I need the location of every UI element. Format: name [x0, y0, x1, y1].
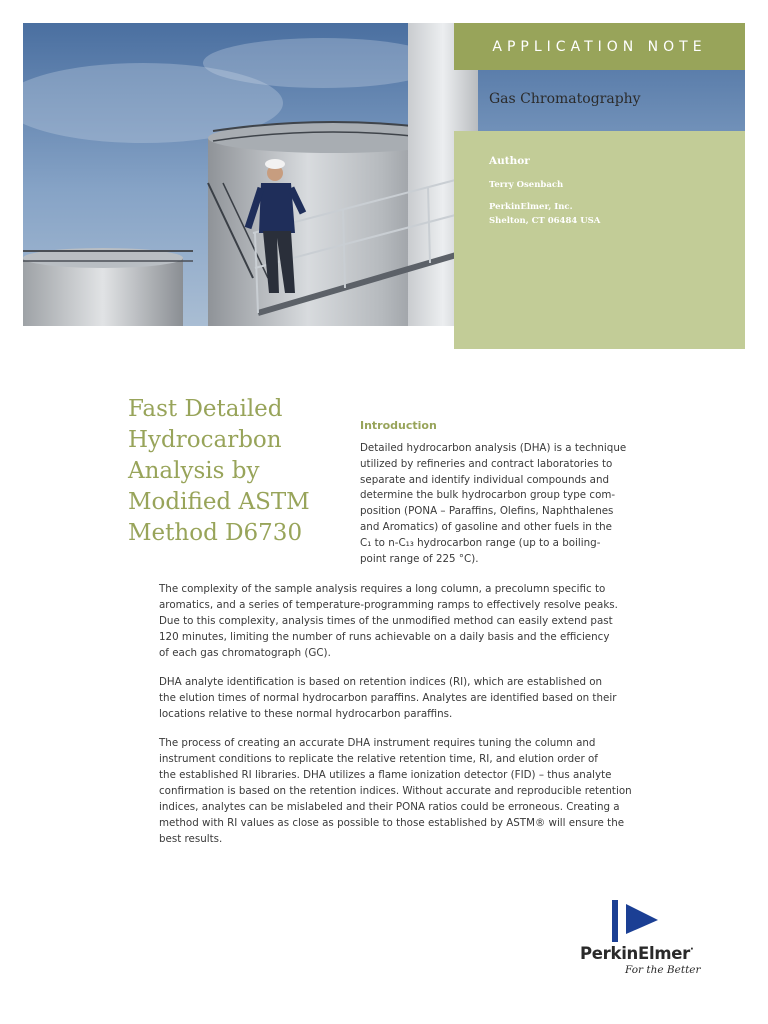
- category-label: Gas Chromatography: [489, 91, 641, 107]
- paragraph-line: The process of creating an accurate DHA instrument requires tuning the column and: [159, 737, 596, 749]
- author-name: Terry Osenbach: [489, 180, 564, 190]
- author-address: Shelton, CT 06484 USA: [489, 216, 601, 226]
- paragraph-line: locations relative to these normal hydrocarbon paraffins.: [159, 708, 453, 720]
- paragraph-line: Due to this complexity, analysis times of the unmodified method can easily extend past: [159, 615, 613, 627]
- intro-line: and Aromatics) of gasoline and other fuels in the: [360, 520, 613, 533]
- paragraph-line: instrument conditions to replicate the relative retention time, RI, and elution order of: [159, 753, 598, 765]
- author-box: [454, 131, 745, 349]
- paragraph-line: method with RI values as close as possible to those established by ASTM® will ensure the: [159, 817, 625, 829]
- logo-tagline: For the Better: [625, 964, 701, 976]
- intro-line: Detailed hydrocarbon analysis (DHA) is a technique: [360, 442, 627, 454]
- paragraph-line: the established RI libraries. DHA utilizes a flame ionization detector (FID) – thus analyte: [159, 769, 612, 781]
- paragraph-line: of each gas chromatograph (GC).: [159, 647, 331, 659]
- perkinelmer-logo: [578, 900, 728, 982]
- logo-wordmark: PerkinElmer·: [580, 944, 694, 963]
- paragraph-line: aromatics, and a series of temperature-programming ramps to effectively resolve peaks.: [159, 599, 618, 611]
- introduction-heading: Introduction: [360, 419, 437, 432]
- paragraph-line: confirmation is based on the retention indices. Without accurate and reproducible retention: [159, 785, 632, 797]
- paragraph-line: DHA analyte identification is based on retention indices (RI), which are established on: [159, 676, 603, 688]
- paragraph-line: the elution times of normal hydrocarbon paraffins. Analytes are identified based on their: [159, 692, 617, 704]
- logo-registered-mark: ·: [689, 944, 694, 955]
- paragraph-complexity: [159, 581, 618, 661]
- intro-line: C₁ to n-C₁₃ hydrocarbon range (up to a boiling-: [360, 536, 601, 549]
- title-line: Modified ASTM: [128, 489, 310, 515]
- title-line: Method D6730: [128, 520, 303, 546]
- paragraph-identification: [159, 674, 616, 722]
- author-org: PerkinElmer, Inc.: [489, 202, 573, 212]
- title-line: Fast Detailed: [128, 396, 283, 422]
- paragraph-line: The complexity of the sample analysis requires a long column, a precolumn specific to: [159, 583, 606, 595]
- paragraph-line: 120 minutes, limiting the number of runs achievable on a daily basis and the efficiency: [159, 631, 610, 643]
- paragraph-line: best results.: [159, 833, 223, 845]
- document-title: [128, 394, 338, 549]
- intro-line: position (PONA – Paraffins, Olefins, Naphthalenes: [360, 505, 614, 518]
- author-heading: Author: [489, 155, 530, 167]
- application-note-banner: [454, 23, 745, 70]
- intro-line: utilized by refineries and contract laboratories to: [360, 457, 613, 470]
- intro-line: determine the bulk hydrocarbon group type com-: [360, 489, 616, 502]
- intro-line: separate and identify individual compounds and: [360, 473, 610, 486]
- paragraph-process: [159, 735, 632, 847]
- intro-line: point range of 225 °C).: [360, 552, 479, 565]
- title-line: Analysis by: [128, 458, 260, 484]
- application-note-label: APPLICATION NOTE: [492, 38, 707, 55]
- perkinelmer-mark-icon: [612, 900, 662, 942]
- paragraph-line: indices, analytes can be mislabeled and their PONA ratios could be erroneous. Creating a: [159, 801, 620, 813]
- introduction-text: [360, 441, 626, 567]
- title-line: Hydrocarbon: [128, 427, 282, 453]
